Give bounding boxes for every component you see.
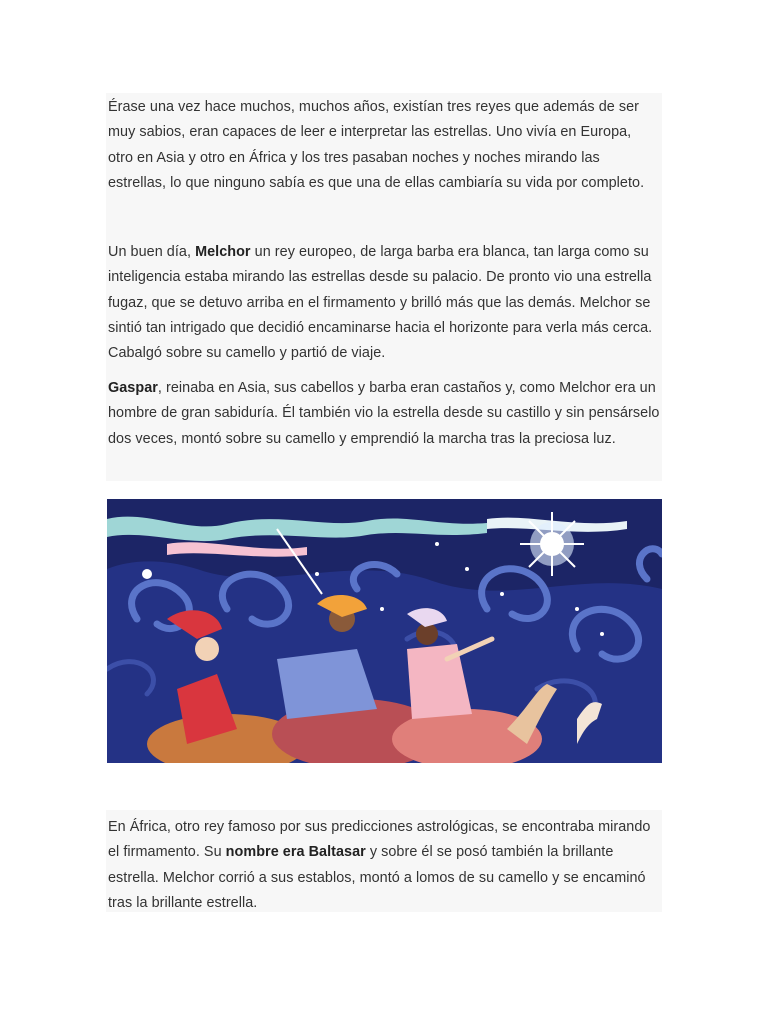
three-kings-illustration (107, 499, 662, 763)
paragraph-gaspar (108, 376, 660, 452)
paragraph-intro (108, 95, 660, 196)
name-melchor: Melchor (195, 244, 251, 260)
paragraph-melchor-lead: Un buen día, (108, 244, 196, 260)
paragraph-baltasar (108, 815, 660, 916)
paragraph-melchor-text: un rey europeo, de larga barba era blanca, tan larga como su inteligencia estaba mirando las estrellas desde su palacio. De pronto vio una estrella fugaz, que se detuvo arriba en el firmamento y brilló más que las demás. Melchor se sintió tan intrigado que decidió encaminarse hacia el horizonte para verla más cerca. Cabalgó sobre su camello y partió de viaje. (108, 244, 653, 362)
paragraph-baltasar-lead: En África, otro rey famoso por sus predicciones astrológicas, se encontraba mirando el firmamento. Su (108, 819, 651, 861)
name-baltasar: nombre era Baltasar (225, 844, 366, 861)
paragraph-melchor (108, 240, 660, 366)
text-block-bottom (106, 810, 662, 912)
text-block-top (106, 93, 662, 481)
paragraph-baltasar-text: y sobre él se posó también la brillante estrella. Melchor corrió a sus establos, montó a lomos de su camello y se encaminó tras la brillante estrella. (108, 844, 646, 911)
paragraph-gaspar-text: , reinaba en Asia, sus cabellos y barba eran castaños y, como Melchor era un hombre de gran sabiduría. Él también vio la estrella desde su castillo y sin pensárselo dos veces, montó sobre su camello y emprendió la marcha tras la preciosa luz. (108, 380, 660, 447)
paragraph-intro-text: Érase una vez hace muchos, muchos años, existían tres reyes que además de ser muy sabios, eran capaces de leer e interpretar las estrellas. Uno vivía en Europa, otro en Asia y otro en África y los tres pasaban noches y noches mirando las estrellas, lo que ninguno sabía es que una de ellas cambiaría su vida por completo. (108, 99, 645, 191)
name-gaspar: Gaspar (108, 380, 158, 396)
